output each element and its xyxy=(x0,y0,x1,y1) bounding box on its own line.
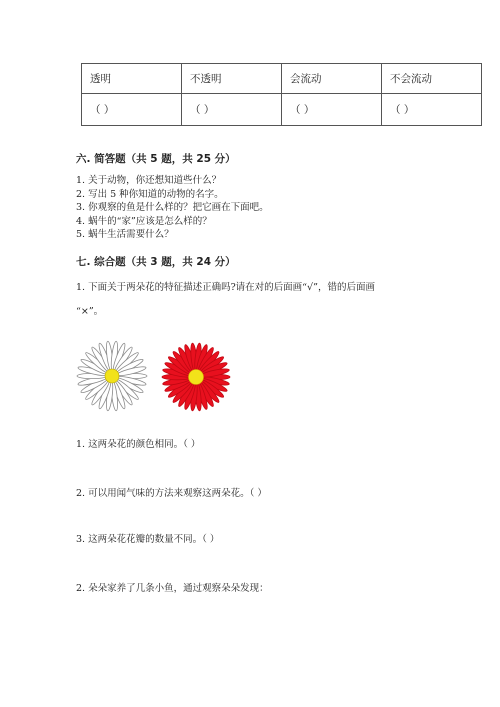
sub-question-3: 3. 这两朵花花瓣的数量不同。（ ） xyxy=(76,534,220,545)
question-1-line-1: 1. 下面关于两朵花的特征描述正确吗?请在对的后面画“√”，错的后面画 xyxy=(76,282,375,293)
section-7-title: 七. 综合题（共 3 题，共 24 分） xyxy=(76,256,236,268)
short-answer-list xyxy=(76,174,269,242)
answer-cell[interactable]: （ ） xyxy=(82,94,182,126)
table-header-cell: 不会流动 xyxy=(382,64,482,94)
table-header-cell: 透明 xyxy=(82,64,182,94)
question-item: 3. 你观察的鱼是什么样的？把它画在下面吧。 xyxy=(76,202,269,213)
question-2: 2. 朵朵家养了几条小鱼，通过观察朵朵发现： xyxy=(76,583,269,594)
sub-question-2: 2. 可以用闻气味的方法来观察这两朵花。（ ） xyxy=(76,488,267,499)
table-header-cell: 会流动 xyxy=(282,64,382,94)
question-item: 2. 写出 5 种你知道的动物的名字。 xyxy=(76,188,224,200)
question-item: 4. 蜗牛的“家”应该是怎么样的？ xyxy=(76,215,212,227)
answer-cell[interactable]: （ ） xyxy=(182,94,282,126)
red-daisy-image xyxy=(158,342,236,414)
table-header-cell: 不透明 xyxy=(182,64,282,94)
sub-question-1: 1. 这两朵花的颜色相同。（ ） xyxy=(76,439,201,450)
table-header-row xyxy=(82,64,482,94)
question-item: 5. 蜗牛生活需要什么？ xyxy=(76,229,174,240)
answer-cell[interactable]: （ ） xyxy=(282,94,382,126)
white-daisy-image xyxy=(74,340,156,414)
table-answer-row xyxy=(82,94,482,126)
answer-cell[interactable]: （ ） xyxy=(382,94,482,126)
properties-table xyxy=(81,63,482,126)
question-1-line-2: “×”。 xyxy=(76,306,104,317)
section-6-title: 六. 简答题（共 5 题，共 25 分） xyxy=(76,153,236,165)
question-item: 1. 关于动物，你还想知道些什么？ xyxy=(76,175,222,186)
